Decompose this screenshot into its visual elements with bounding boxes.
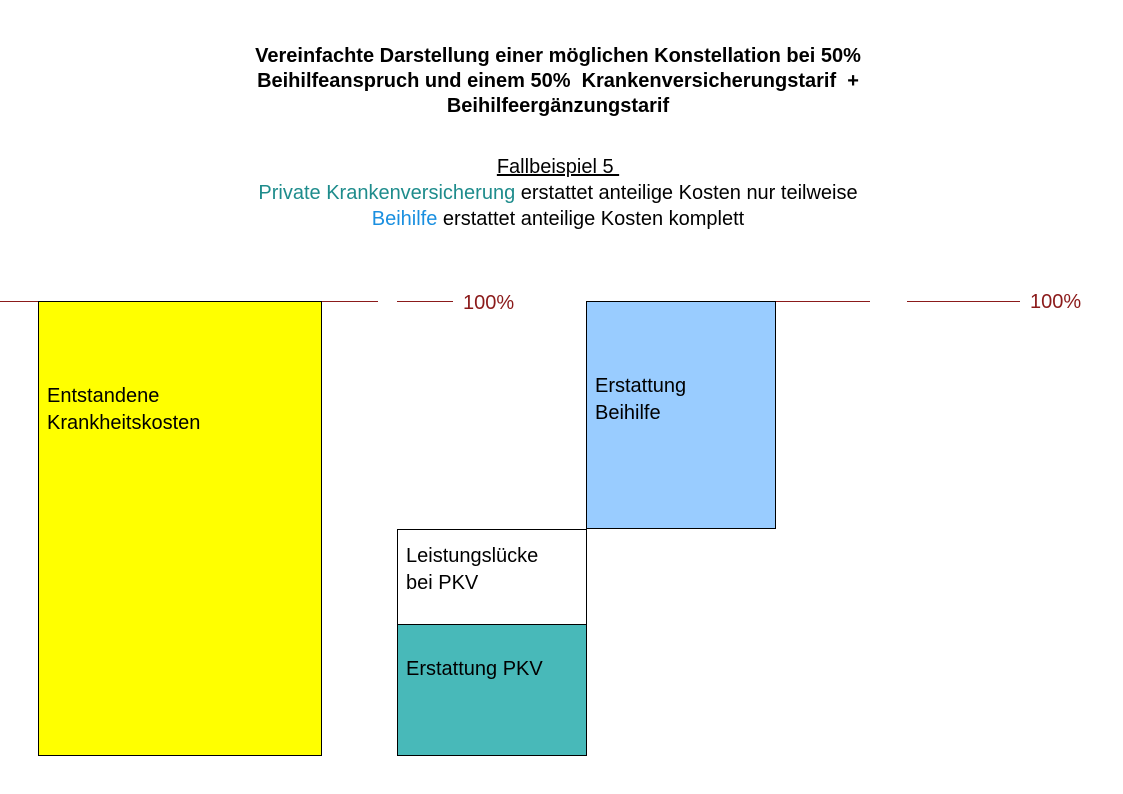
- title-line-1: Vereinfachte Darstellung einer möglichen Konstellation bei 50%: [255, 45, 861, 67]
- marker-100-left: 100%: [463, 292, 515, 314]
- beihilfe-label: Erstattung Beihilfe: [595, 375, 687, 424]
- reference-line-left-b: [397, 301, 453, 302]
- marker-100-right: 100%: [1030, 291, 1082, 313]
- subtitle-line-pkv: [0, 180, 1116, 206]
- beihilfe-description: erstattet anteilige Kosten komplett: [437, 208, 745, 230]
- case-title: Fallbeispiel 5: [496, 156, 620, 178]
- costs-box: [38, 301, 322, 756]
- pkv-term: Private Krankenversicherung: [258, 182, 516, 204]
- pkv-label: Erstattung PKV: [406, 658, 543, 680]
- costs-label: Entstandene Krankheitskosten: [47, 385, 201, 434]
- title-line-2: Beihilfeanspruch und einem 50% Krankenversicherungstarif +: [257, 70, 859, 92]
- diagram-subtitle: [0, 154, 1116, 232]
- beihilfe-term: Beihilfe: [371, 208, 438, 230]
- subtitle-line-beihilfe: [0, 206, 1116, 232]
- reference-line-right-a: [775, 301, 870, 302]
- gap-label: Leistungslücke bei PKV: [406, 545, 539, 594]
- diagram-title: [0, 44, 1116, 119]
- pkv-description: erstattet anteilige Kosten nur teilweise: [515, 182, 858, 204]
- pkv-box: [397, 624, 587, 756]
- reference-line-right-b: [907, 301, 1020, 302]
- title-line-3: Beihilfeergänzungstarif: [446, 95, 670, 117]
